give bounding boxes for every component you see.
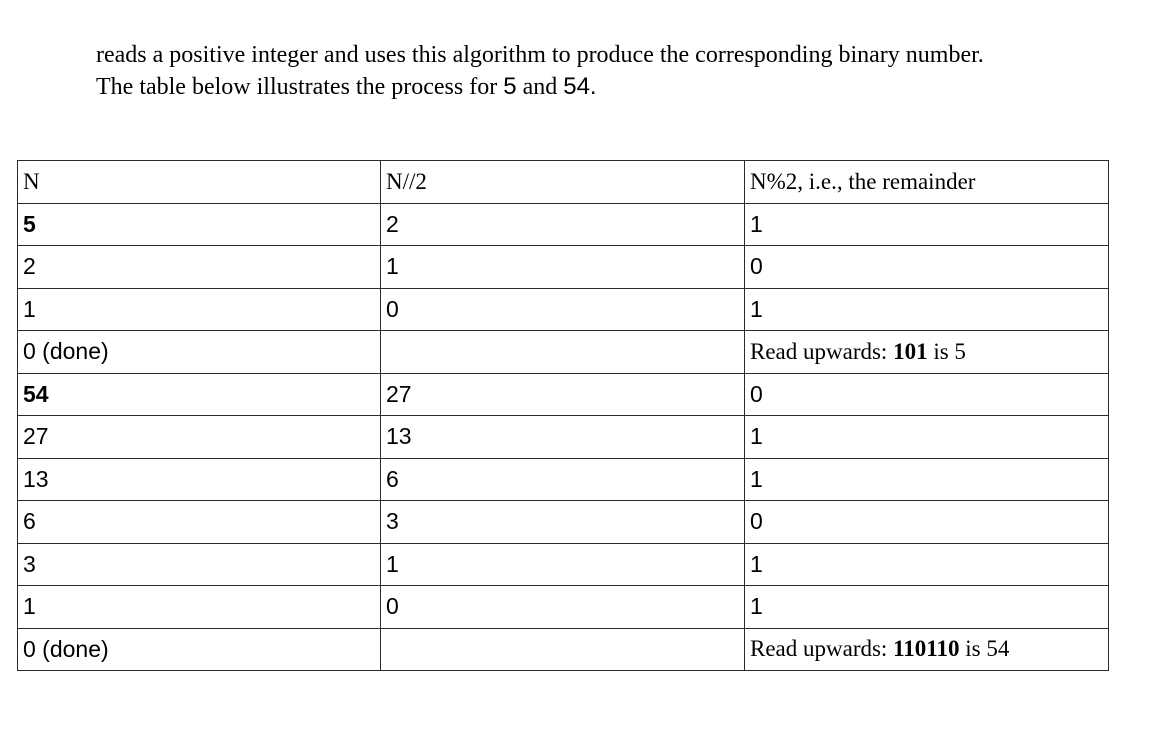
cell-n: 0 (done) [18,331,381,374]
binary-result: 110110 [893,636,960,662]
intro-line-1: reads a positive integer and uses this algorithm to produce the corresponding binary number. [96,42,984,68]
cell-half: 2 [381,203,745,246]
cell-remainder [745,331,1109,374]
cell-n: 3 [18,543,381,586]
cell-n: 13 [18,458,381,501]
cell-half: 1 [381,543,745,586]
cell-remainder: 0 [745,501,1109,544]
cell-half: 3 [381,501,745,544]
cell-remainder: 0 [745,373,1109,416]
cell-n: 1 [18,288,381,331]
table-row [18,501,1109,544]
table-row [18,373,1109,416]
intro-number-54: 54 [563,73,590,100]
cell-remainder: 1 [745,543,1109,586]
cell-remainder: 1 [745,586,1109,629]
table-row [18,203,1109,246]
cell-remainder: 1 [745,203,1109,246]
read-upwards-label: Read upwards: [750,338,894,364]
cell-half: 13 [381,416,745,459]
cell-n: 27 [18,416,381,459]
cell-n: 0 (done) [18,628,381,671]
cell-n: 1 [18,586,381,629]
cell-n: 6 [18,501,381,544]
cell-half: 0 [381,586,745,629]
table-row [18,288,1109,331]
binary-conversion-table [17,160,1109,671]
header-n: N [18,161,381,204]
cell-n: 5 [18,203,381,246]
cell-n: 54 [18,373,381,416]
cell-remainder [745,628,1109,671]
header-half: N//2 [381,161,745,204]
intro-number-5: 5 [503,73,517,100]
cell-remainder: 0 [745,246,1109,289]
intro-line-2-start: The table below illustrates the process for [96,74,504,100]
table-row [18,628,1109,671]
cell-remainder: 1 [745,458,1109,501]
table-header-row [18,161,1109,204]
cell-half: 0 [381,288,745,331]
intro-line-2-mid: and [516,74,564,100]
table-row [18,246,1109,289]
cell-remainder: 1 [745,416,1109,459]
table-row [18,416,1109,459]
cell-n: 2 [18,246,381,289]
cell-remainder: 1 [745,288,1109,331]
cell-half: 1 [381,246,745,289]
table-row [18,543,1109,586]
table-row [18,458,1109,501]
table-row [18,331,1109,374]
table-row [18,586,1109,629]
binary-result: 101 [893,338,928,364]
decimal-result: is 5 [927,338,966,364]
cell-half [381,628,745,671]
decimal-result: is 54 [959,636,1010,662]
cell-half [381,331,745,374]
intro-line-2 [96,71,1136,103]
header-remainder: N%2, i.e., the remainder [745,161,1109,204]
cell-half: 27 [381,373,745,416]
intro-line-2-end: . [589,73,597,100]
intro-paragraph [96,40,1136,103]
read-upwards-label: Read upwards: [750,636,894,662]
cell-half: 6 [381,458,745,501]
